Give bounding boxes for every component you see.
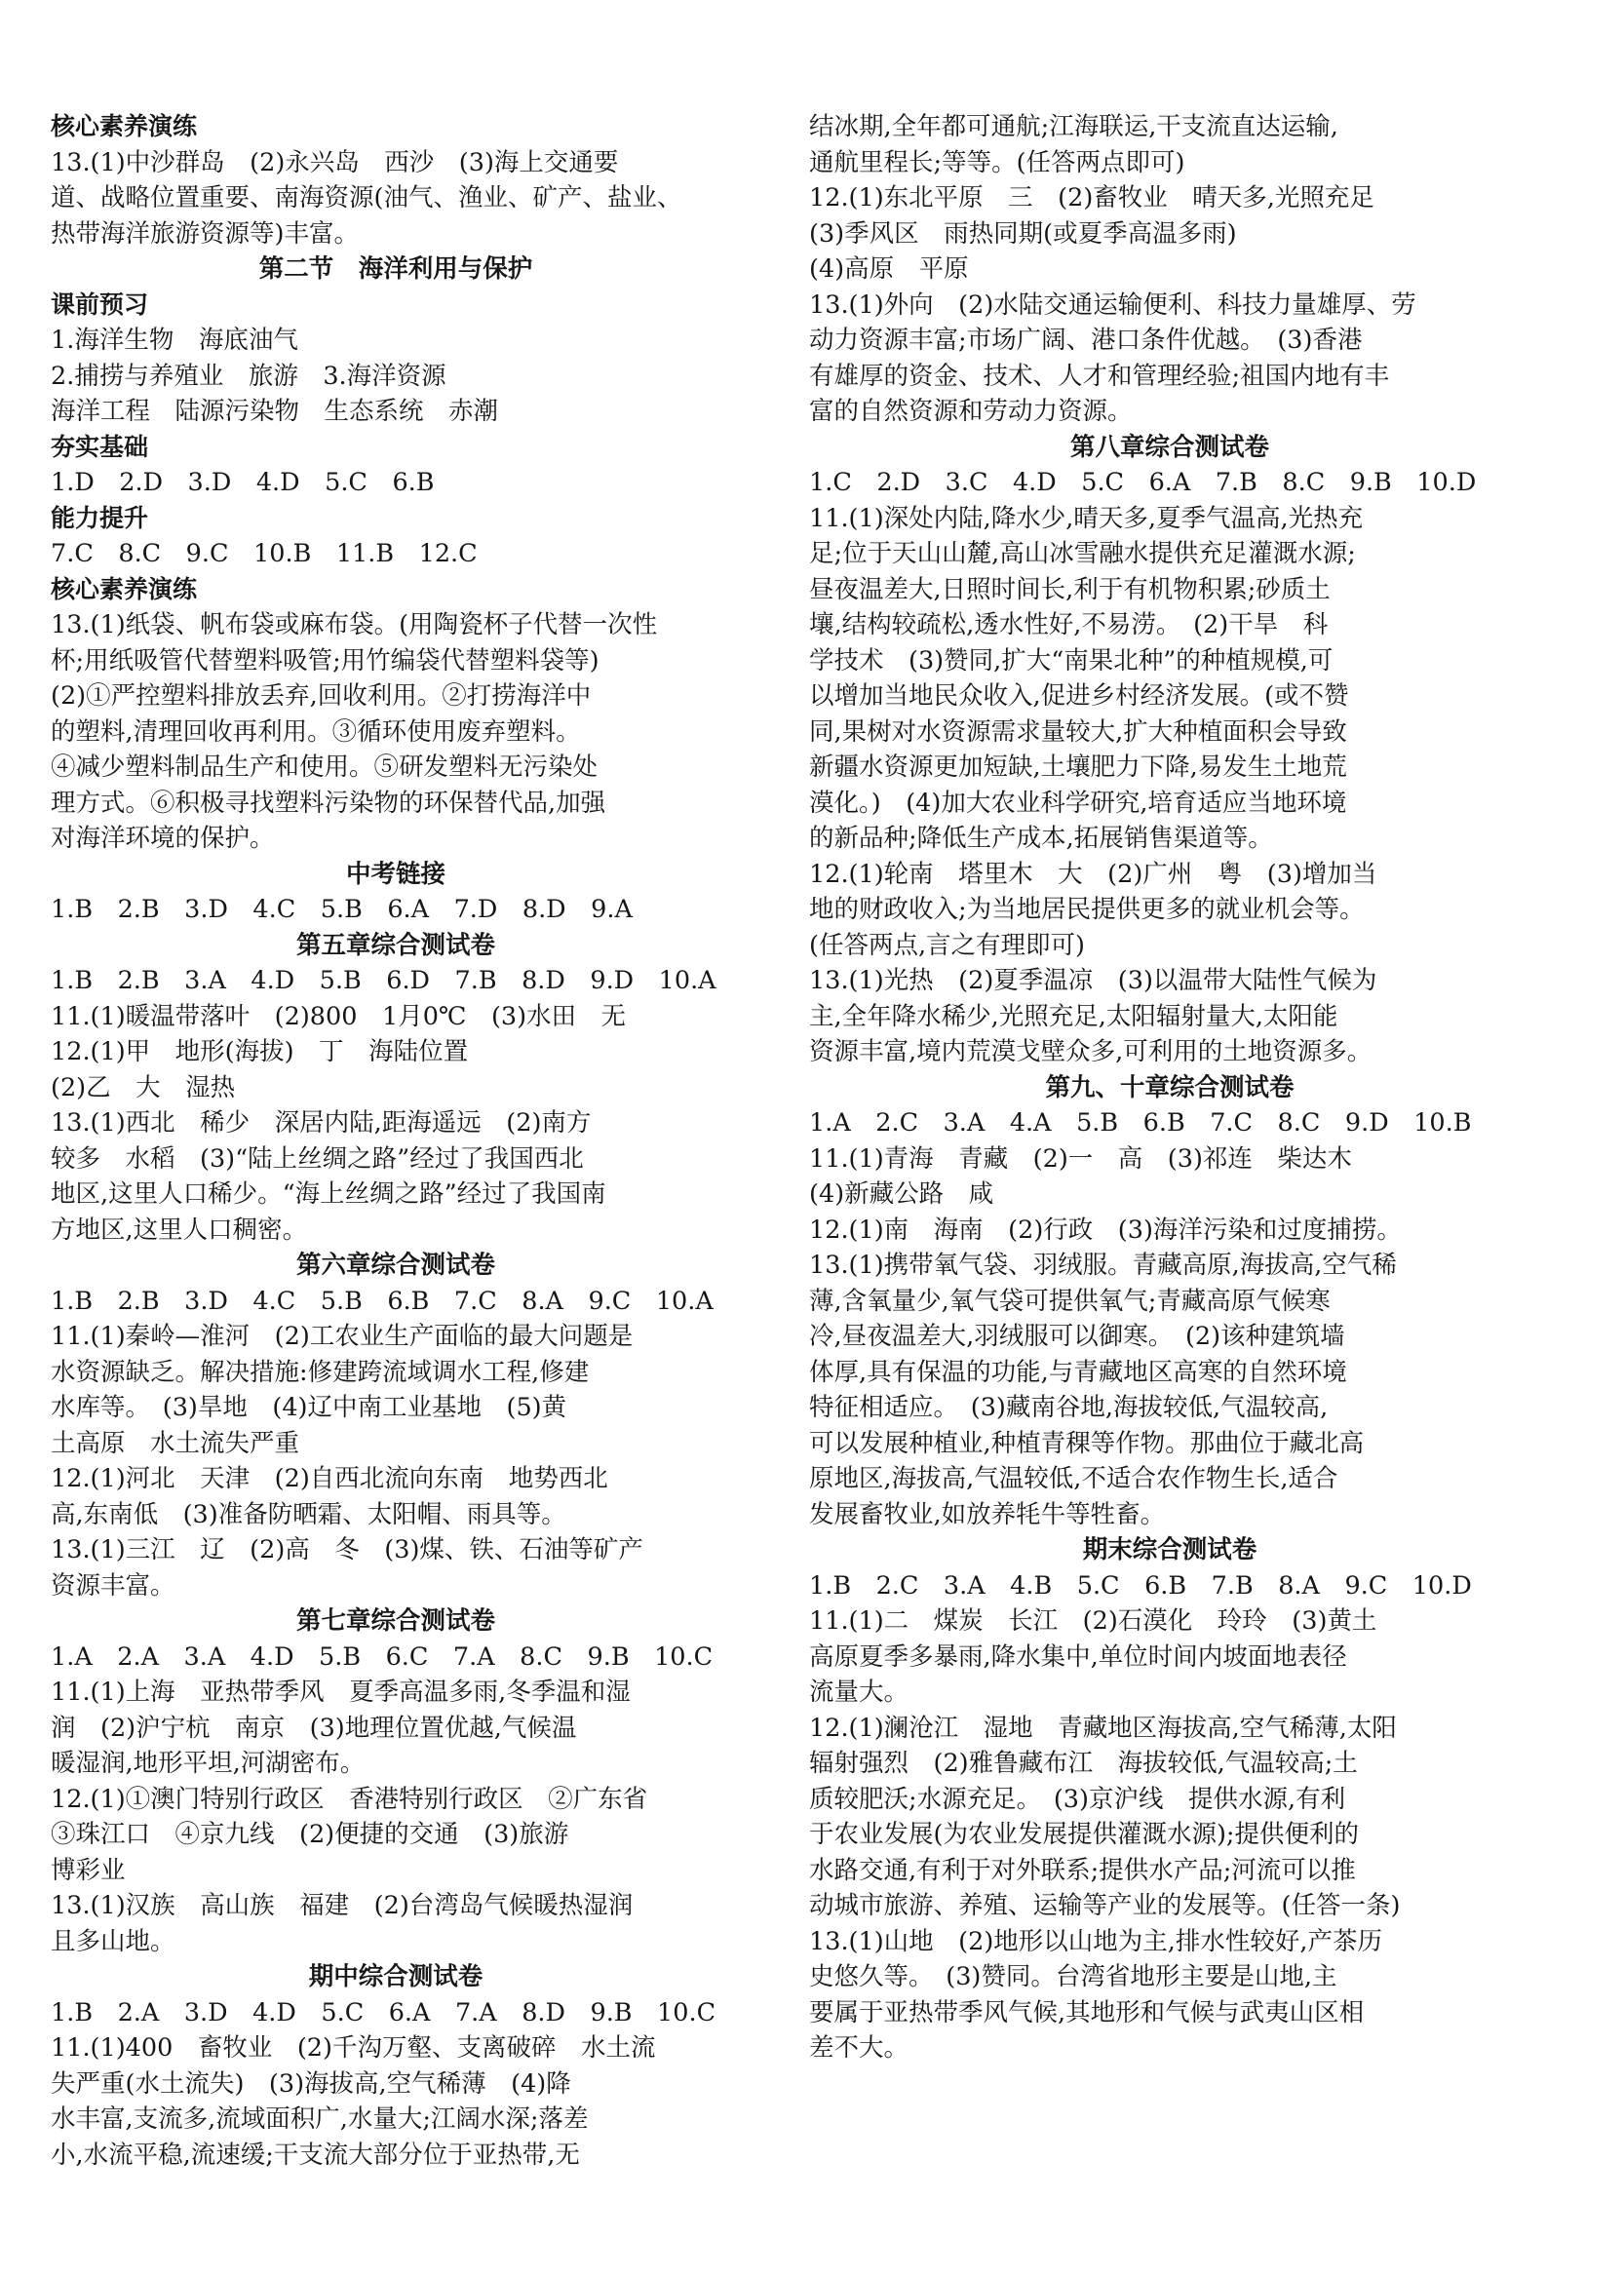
answer-line: 动城市旅游、养殖、运输等产业的发展等。(任答一条) [809, 1891, 1401, 1920]
answer-line: 的塑料,清理回收再利用。③循环使用废弃塑料。 [51, 716, 581, 747]
answer-line: 理方式。⑥积极寻找塑料污染物的环保替代品,加强 [51, 788, 606, 818]
answer-line: 1.B 2.B 3.D 4.C 5.B 6.A 7.D 8.D 9.A [51, 895, 633, 924]
answer-line: 有雄厚的资金、技术、人才和管理经验;祖国内地有丰 [809, 361, 1390, 391]
answer-line: 特征相适应。 (3)藏南谷地,海拔较低,气温较高, [809, 1393, 1329, 1422]
answer-line: 壤,结构较疏松,透水性好,不易涝。 (2)干旱 科 [809, 610, 1329, 639]
answer-line: 主,全年降水稀少,光照充足,太阳辐射量大,太阳能 [809, 1001, 1338, 1031]
answer-line: 小,水流平稳,流速缓;干支流大部分位于亚热带,无 [51, 2140, 580, 2170]
answer-line: 方地区,这里人口稠密。 [51, 1215, 308, 1245]
section-title: 期中综合测试卷 [308, 1962, 483, 1991]
answer-line: (2)①严控塑料排放丢弃,回收利用。②打捞海洋中 [51, 681, 592, 711]
answer-line: 地区,这里人口稀少。“海上丝绸之路”经过了我国南 [51, 1179, 606, 1209]
answer-line: 道、战略位置重要、南海资源(油气、渔业、矿产、盐业、 [51, 183, 682, 212]
answer-line: 12.(1)轮南 塔里木 大 (2)广州 粤 (3)增加当 [809, 859, 1377, 889]
answer-line: 13.(1)西北 稀少 深居内陆,距海遥远 (2)南方 [51, 1108, 592, 1138]
section-title: 中考链接 [345, 859, 445, 889]
answer-line: 12.(1)澜沧江 湿地 青藏地区海拔高,空气稀薄,太阳 [809, 1713, 1397, 1743]
answer-line: (任答两点,言之有理即可) [809, 930, 1086, 960]
answer-line: 1.B 2.B 3.A 4.D 5.B 6.D 7.B 8.D 9.D 10.A [51, 966, 716, 995]
subsection-heading: 课前预习 [51, 289, 149, 319]
answer-line: 于农业发展(为农业发展提供灌溉水源);提供便利的 [809, 1820, 1359, 1849]
answer-line: 杯;用纸吸管代替塑料吸管;用竹编袋代替塑料袋等) [51, 645, 599, 675]
answer-line: 热带海洋旅游资源等)丰富。 [51, 218, 359, 249]
section-title: 第七章综合测试卷 [295, 1606, 495, 1636]
answer-line: (4)高原 平原 [809, 254, 969, 284]
section-title: 第二节 海洋利用与保护 [258, 254, 533, 284]
answer-line: ③珠江口 ④京九线 (2)便捷的交通 (3)旅游 [51, 1820, 569, 1849]
answer-line: 13.(1)光热 (2)夏季温凉 (3)以温带大陆性气候为 [809, 966, 1377, 995]
answer-line: 11.(1)暖温带落叶 (2)800 1月0℃ (3)水田 无 [51, 1001, 627, 1031]
section-title: 期末综合测试卷 [1082, 1535, 1257, 1564]
answer-line: 地的财政收入;为当地居民提供更多的就业机会等。 [809, 895, 1365, 924]
answer-line: 1.A 2.A 3.A 4.D 5.B 6.C 7.A 8.C 9.B 10.C [51, 1641, 714, 1672]
answer-line: 12.(1)东北平原 三 (2)畜牧业 晴天多,光照充足 [809, 183, 1374, 212]
answer-line: 1.B 2.C 3.A 4.B 5.C 6.B 7.B 8.A 9.C 10.D [809, 1570, 1472, 1601]
answer-line: (3)季风区 雨热同期(或夏季高温多雨) [809, 218, 1237, 249]
answer-line: 13.(1)山地 (2)地形以山地为主,排水性较好,产茶历 [809, 1926, 1383, 1956]
answer-line: 12.(1)河北 天津 (2)自西北流向东南 地势西北 [51, 1464, 608, 1493]
answer-line: 11.(1)秦岭—淮河 (2)工农业生产面临的最大问题是 [51, 1322, 634, 1351]
answer-line: 足;位于天山山麓,高山冰雪融水提供充足灌溉水源; [809, 539, 1356, 568]
answer-line: 资源丰富。 [51, 1570, 175, 1601]
answer-line: 1.D 2.D 3.D 4.D 5.C 6.B [51, 468, 435, 497]
answer-line: 结冰期,全年都可通航;江海联运,干支流直达运输, [809, 112, 1338, 141]
answer-line: 学技术 (3)赞同,扩大“南果北种”的种植规模,可 [809, 645, 1334, 675]
answer-line: 11.(1)深处内陆,降水少,晴天多,夏季气温高,光热充 [809, 503, 1364, 533]
answer-line: 对海洋环境的保护。 [51, 824, 275, 853]
answer-line: 高,东南低 (3)准备防晒霜、太阳帽、雨具等。 [51, 1499, 566, 1529]
answer-line: 13.(1)纸袋、帆布袋或麻布袋。(用陶瓷杯子代替一次性 [51, 610, 658, 639]
subsection-heading: 能力提升 [51, 503, 149, 532]
answer-line: 漠化。) (4)加大农业科学研究,培育适应当地环境 [809, 788, 1347, 818]
answer-line: 质较肥沃;水源充足。 (3)京沪线 提供水源,有利 [809, 1784, 1346, 1814]
answer-line: 水路交通,有利于对外联系;提供水产品;河流可以推 [809, 1855, 1356, 1885]
answer-line: 体厚,具有保温的功能,与青藏地区高寒的自然环境 [809, 1357, 1347, 1387]
answer-line: 12.(1)甲 地形(海拔) 丁 海陆位置 [51, 1037, 469, 1066]
answer-line: 史悠久等。 (3)赞同。台湾省地形主要是山地,主 [809, 1962, 1337, 1991]
answer-line: 13.(1)汉族 高山族 福建 (2)台湾岛气候暖热湿润 [51, 1891, 634, 1920]
answer-line: 资源丰富,境内荒漠戈壁众多,可利用的土地资源多。 [809, 1037, 1373, 1066]
answer-line: 1.B 2.B 3.D 4.C 5.B 6.B 7.C 8.A 9.C 10.A [51, 1286, 714, 1316]
answer-line: 13.(1)三江 辽 (2)高 冬 (3)煤、铁、石油等矿产 [51, 1535, 643, 1564]
answer-line: 同,果树对水资源需求量较大,扩大种植面积会导致 [809, 716, 1347, 747]
answer-line: 暖湿润,地形平坦,河湖密布。 [51, 1749, 366, 1778]
answer-line: 1.海洋生物 海底油气 [51, 326, 298, 355]
answer-line: 较多 水稻 (3)“陆上丝绸之路”经过了我国西北 [51, 1143, 584, 1174]
answer-line: 水库等。 (3)旱地 (4)辽中南工业基地 (5)黄 [51, 1393, 567, 1422]
answer-line: 的新品种;降低生产成本,拓展销售渠道等。 [809, 824, 1273, 853]
section-title: 第五章综合测试卷 [295, 930, 495, 960]
answer-line: 薄,含氧量少,氧气袋可提供氧气;青藏高原气候寒 [809, 1286, 1331, 1316]
answer-line: 原地区,海拔高,气温较低,不适合农作物生长,适合 [809, 1464, 1338, 1493]
subsection-heading: 核心素养演练 [51, 112, 198, 140]
answer-line: 富的自然资源和劳动力资源。 [809, 397, 1133, 426]
answer-line: 水丰富,支流多,流域面积广,水量大;江阔水深;落差 [51, 2104, 589, 2134]
answer-line: 发展畜牧业,如放养牦牛等牲畜。 [809, 1499, 1166, 1529]
subsection-heading: 夯实基础 [51, 432, 149, 461]
answer-line: 博彩业 [51, 1855, 126, 1885]
answer-line: 可以发展种植业,种植青稞等作物。那曲位于藏北高 [809, 1428, 1365, 1458]
answer-line: 13.(1)外向 (2)水陆交通运输便利、科技力量雄厚、劳 [809, 289, 1416, 320]
answer-line: 失严重(水土流失) (3)海拔高,空气稀薄 (4)降 [51, 2068, 571, 2099]
answer-line: 11.(1)青海 青藏 (2)一 高 (3)祁连 柴达木 [809, 1143, 1352, 1174]
section-title: 第九、十章综合测试卷 [1045, 1072, 1295, 1102]
answer-line: 以增加当地民众收入,促进乡村经济发展。(或不赞 [809, 681, 1349, 711]
answer-line: 12.(1)①澳门特别行政区 香港特别行政区 ②广东省 [51, 1784, 648, 1814]
answer-line: 冷,昼夜温差大,羽绒服可以御寒。 (2)该种建筑墙 [809, 1322, 1345, 1351]
answer-line: (4)新藏公路 咸 [809, 1179, 994, 1209]
answer-line: 海洋工程 陆源污染物 生态系统 赤潮 [51, 397, 499, 426]
answer-line: 1.B 2.A 3.D 4.D 5.C 6.A 7.A 8.D 9.B 10.C [51, 1997, 716, 2027]
answer-line: (2)乙 大 湿热 [51, 1072, 236, 1102]
answer-line: 11.(1)400 畜牧业 (2)千沟万壑、支离破碎 水土流 [51, 2033, 656, 2063]
answer-line: 2.捕捞与养殖业 旅游 3.海洋资源 [51, 361, 446, 391]
answer-line: 要属于亚热带季风气候,其地形和气候与武夷山区相 [809, 1997, 1365, 2027]
answer-line: 1.C 2.D 3.C 4.D 5.C 6.A 7.B 8.C 9.B 10.D [809, 468, 1477, 497]
answer-line: 高原夏季多暴雨,降水集中,单位时间内坡面地表径 [809, 1641, 1347, 1672]
answer-line: 差不大。 [809, 2033, 909, 2063]
answer-line: 润 (2)沪宁杭 南京 (3)地理位置优越,气候温 [51, 1713, 577, 1743]
answer-line: 13.(1)中沙群岛 (2)永兴岛 西沙 (3)海上交通要 [51, 147, 619, 177]
answer-line: 辐射强烈 (2)雅鲁藏布江 海拔较低,气温较高;土 [809, 1749, 1358, 1778]
answer-line: 通航里程长;等等。(任答两点即可) [809, 147, 1185, 177]
answer-line: 11.(1)上海 亚热带季风 夏季高温多雨,冬季温和湿 [51, 1678, 631, 1707]
answer-line: 13.(1)携带氧气袋、羽绒服。青藏高原,海拔高,空气稀 [809, 1251, 1397, 1280]
answer-line: 水资源缺乏。解决措施:修建跨流域调水工程,修建 [51, 1357, 590, 1387]
answer-line: ④减少塑料制品生产和使用。⑤研发塑料无污染处 [51, 753, 599, 782]
answer-line: 动力资源丰富;市场广阔、港口条件优越。 (3)香港 [809, 326, 1363, 355]
answer-line: 土高原 水土流失严重 [51, 1428, 300, 1458]
section-title: 第八章综合测试卷 [1069, 432, 1269, 462]
answer-line: 新疆水资源更加短缺,土壤肥力下降,易发生土地荒 [809, 753, 1347, 782]
answer-line: 昼夜温差大,日照时间长,利于有机物积累;砂质土 [809, 574, 1331, 604]
section-title: 第六章综合测试卷 [295, 1251, 495, 1280]
answer-line: 1.A 2.C 3.A 4.A 5.B 6.B 7.C 8.C 9.D 10.B [809, 1108, 1472, 1138]
answer-line: 且多山地。 [51, 1926, 175, 1956]
answer-line: 12.(1)南 海南 (2)行政 (3)海洋污染和过度捕捞。 [809, 1215, 1402, 1245]
subsection-heading: 核心素养演练 [51, 574, 198, 603]
answer-line: 流量大。 [809, 1678, 909, 1707]
answer-line: 11.(1)二 煤炭 长江 (2)石漠化 玲玲 (3)黄土 [809, 1606, 1377, 1636]
answer-line: 7.C 8.C 9.C 10.B 11.B 12.C [51, 539, 478, 568]
